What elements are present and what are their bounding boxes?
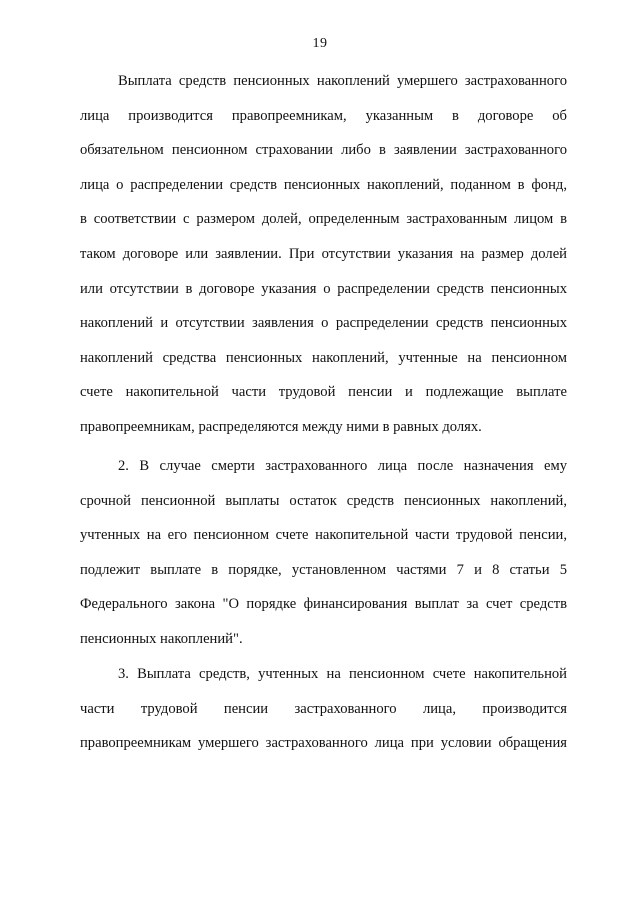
- paragraph-1: [80, 71, 567, 452]
- text-line: 3. Выплата средств, учтенных на пенсионном счете накопительной: [118, 666, 567, 682]
- text-line: накоплений средства пенсионных накоплений, учтенные на пенсионном: [80, 349, 567, 366]
- text-line: части трудовой пенсии застрахованного лица, производится: [80, 700, 567, 717]
- page-number: 19: [312, 36, 328, 51]
- text-line: таком договоре или заявлении. При отсутствии указания на размер долей: [80, 245, 567, 262]
- text-line: Выплата средств пенсионных накоплений умершего застрахованного: [118, 73, 567, 89]
- text-line: обязательном пенсионном страховании либо в заявлении застрахованного: [80, 142, 567, 159]
- text-line: Федерального закона "О порядке финансирования выплат за счет средств: [80, 596, 567, 613]
- text-line: правопреемникам умершего застрахованного лица при условии обращения: [80, 735, 567, 752]
- text-line: в соответствии с размером долей, определенным застрахованным лицом в: [80, 211, 567, 228]
- text-line: подлежит выплате в порядке, установленном частями 7 и 8 статьи 5: [80, 561, 567, 578]
- text-line: счете накопительной части трудовой пенсии и подлежащие выплате: [80, 384, 567, 401]
- text-line: или отсутствии в договоре указания о распределении средств пенсионных: [80, 280, 567, 297]
- text-line: накоплений и отсутствии заявления о распределении средств пенсионных: [80, 315, 567, 332]
- text-line: срочной пенсионной выплаты остаток средств пенсионных накоплений,: [80, 492, 567, 509]
- paragraph-3: [80, 664, 567, 768]
- text-line: лица о распределении средств пенсионных накоплений, поданном в фонд,: [80, 176, 567, 193]
- text-line: учтенных на его пенсионном счете накопительной части трудовой пенсии,: [80, 527, 567, 544]
- text-line: 2. В случае смерти застрахованного лица после назначения ему: [118, 458, 567, 474]
- text-line: пенсионных накоплений".: [80, 630, 243, 647]
- paragraph-2: [80, 456, 567, 664]
- text-line: правопреемникам, распределяются между ними в равных долях.: [80, 418, 482, 435]
- text-line: лица производится правопреемникам, указанным в договоре об: [80, 107, 567, 124]
